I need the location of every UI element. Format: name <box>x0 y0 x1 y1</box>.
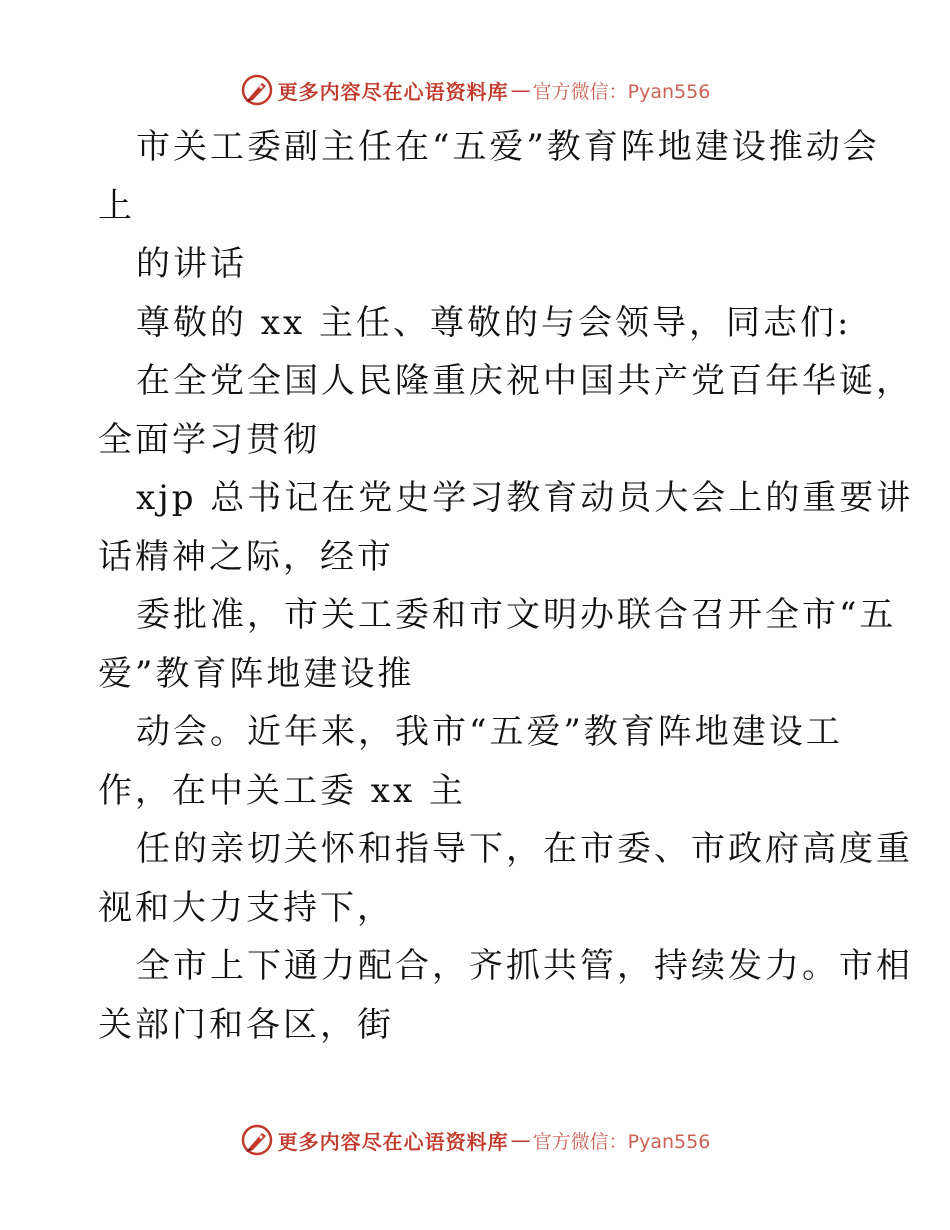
text-line: 市关工委副主任在“五爱”教育阵地建设推动会 <box>136 127 880 167</box>
text-line: 全面学习贯彻 <box>98 419 320 460</box>
text-line: 尊敬的 xx 主任、尊敬的与会领导，同志们: <box>136 302 852 343</box>
banner-official-account: 官方微信：Pyan556 <box>532 1130 711 1153</box>
header-banner <box>0 70 950 110</box>
text-line: 在全党全国人民隆重庆祝中国共产党百年华诞， <box>136 361 913 401</box>
banner-brand-text: 更多内容尽在心语资料库 <box>277 79 509 104</box>
pen-nib-logo-icon <box>240 73 274 107</box>
banner-separator: — <box>510 1128 531 1152</box>
document-body <box>98 118 914 1054</box>
text-line: xjp 总书记在党史学习教育动员大会上的重要讲 <box>136 478 914 518</box>
banner-separator: — <box>510 78 531 102</box>
text-line: 爱”教育阵地建设推 <box>98 653 415 694</box>
text-line: 作，在中关工委 xx 主 <box>98 770 466 811</box>
banner-brand-text: 更多内容尽在心语资料库 <box>277 1129 509 1154</box>
text-line: 的讲话 <box>136 244 247 284</box>
text-line: 关部门和各区，街 <box>98 1004 394 1045</box>
text-line: 上 <box>98 185 135 226</box>
banner-official-account: 官方微信：Pyan556 <box>532 80 711 103</box>
text-line: 任的亲切关怀和指导下，在市委、市政府高度重 <box>136 829 913 869</box>
text-line: 视和大力支持下， <box>98 887 394 928</box>
footer-banner <box>0 1120 950 1160</box>
text-line: 全市上下通力配合，齐抓共管，持续发力。市相 <box>136 946 913 986</box>
pen-nib-logo-icon <box>240 1123 274 1157</box>
text-line: 委批准，市关工委和市文明办联合召开全市“五 <box>136 595 897 635</box>
text-line: 话精神之际，经市 <box>98 536 394 577</box>
text-line: 动会。近年来，我市“五爱”教育阵地建设工 <box>136 712 843 752</box>
